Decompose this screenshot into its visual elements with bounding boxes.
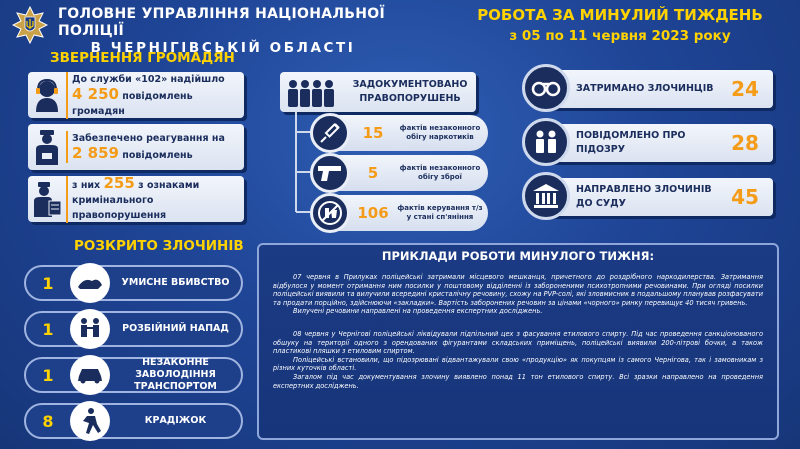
week-title-text: РОБОТА ЗА МИНУЛИЙ ТИЖДЕНЬ [477, 6, 763, 24]
appeal-card-criminal [28, 173, 244, 222]
documented-drunk-label: фактів керування т/з у стані сп'яніння [397, 204, 483, 221]
solved-vehicle-label: НЕЗАКОННЕ ЗАВОЛОДІННЯ ТРАНСПОРТОМ [134, 357, 217, 392]
documented-drunk-number: 106 [357, 204, 389, 222]
stat-suspicion [518, 118, 773, 168]
documented-weapons [312, 155, 488, 191]
solved-murder [24, 265, 243, 301]
handcuffs-icon [522, 64, 570, 112]
appeal-102-post: повідомлень громадян [72, 90, 193, 117]
appeal-102-number: 4 250 [72, 84, 119, 103]
documented-drunk-driving [312, 195, 488, 231]
documented-drugs-label: фактів незаконного обігу наркотиків [399, 124, 481, 141]
investigator-icon [28, 181, 66, 217]
stat-suspicion-label: ПОВІДОМЛЕНО ПРО ПІДОЗРУ [576, 130, 686, 155]
body-icon [70, 263, 110, 303]
operator-headset-icon [28, 78, 66, 112]
appeal-card-102 [28, 72, 244, 118]
stat-court [518, 172, 773, 222]
examples-paragraph-4: Поліцейські встановили, що підозрювані відвантажували свою «продукцію» як покупцям із самого Чернігова, так і замовникам з різних куточків області. [273, 355, 763, 373]
stat-detained-number: 24 [731, 77, 759, 101]
appeal-102-pre: До служби «102» надійшло [72, 73, 225, 85]
solved-robbery-number: 1 [42, 319, 54, 339]
solved-theft [24, 403, 243, 439]
documented-heading-1: ЗАДОКУМЕНТОВАНО [352, 79, 468, 90]
solved-murder-label: УМИСНЕ ВБИВСТВО [121, 277, 230, 288]
examples-title: ПРИКЛАДИ РОБОТИ МИНУЛОГО ТИЖНЯ: [381, 249, 655, 263]
appeal-response-number: 2 859 [72, 144, 119, 162]
stat-detained-label: ЗАТРИМАНО ЗЛОЧИНЦІВ [576, 83, 714, 94]
car-icon [70, 355, 110, 395]
solved-heading: РОЗКРИТО ЗЛОЧИНІВ [74, 238, 244, 254]
examples-paragraph-1: 07 червня в Прилуках поліцейські затримали місцевого мешканця, причетного до роздрібного наркодилерства. Затримання відбулося у момент отримання ним посилки у поштовому відділенні із забороненими психотропними речовинами. При огляді посилки поліцейські виявили та вилучили всередині кристалічну речовину, схожу на PVP-солі, які зловмисник в подальшому планував розфасувати та продати порційно, здійснюючи «закладки». Вартість заборонених речовин за цінами «чорного» ринку перевищує 40 тисяч гривень. [273, 273, 763, 307]
solved-theft-number: 8 [42, 411, 54, 431]
agency-title-line1: ГОЛОВНЕ УПРАВЛІННЯ НАЦІОНАЛЬНОЇ ПОЛІЦІЇ [58, 6, 386, 39]
officers-group-icon [280, 77, 344, 107]
stat-court-number: 45 [731, 185, 759, 209]
examples-paragraph-3: 08 червня у Чернігові поліцейські ліквідували підпільний цех з фасування етилового спирту. Під час проведення санкціонованого обшуку на території одного з орендованих фігурантами складських приміщень, поліцейські виявили 200-літрові бочки, а також пластикові пляшки з етиловим спиртом. [273, 329, 763, 356]
stat-suspicion-number: 28 [731, 131, 759, 155]
robbery-icon [70, 309, 110, 349]
week-title [470, 6, 770, 44]
solved-murder-number: 1 [42, 273, 54, 293]
solved-theft-label: КРАДІЖОК [144, 415, 207, 426]
appeal-criminal-post-inline: з ознаками [138, 179, 200, 191]
appeals-heading: ЗВЕРНЕННЯ ГРОМАДЯН [50, 50, 235, 66]
week-dates: з 05 по 11 червня 2023 року [509, 28, 731, 44]
documented-heading-2: ПРАВОПОРУШЕНЬ [359, 93, 461, 104]
suspect-notice-icon [522, 118, 570, 166]
courthouse-icon [522, 172, 570, 220]
appeal-criminal-post: кримінального правопорушення [72, 194, 167, 221]
solved-vehicle [24, 357, 243, 393]
agency-title-line2: В ЧЕРНІГІВСЬКІЙ ОБЛАСТІ [90, 40, 356, 56]
stat-court-label: НАПРАВЛЕНО ЗЛОЧИНІВ ДО СУДУ [576, 184, 712, 209]
thief-icon [70, 401, 110, 441]
police-emblem-icon [12, 6, 48, 44]
police-officer-icon [28, 129, 66, 165]
examples-paragraph-2: Вилучені речовини направлені на проведення експертних досліджень. [293, 307, 543, 316]
examples-panel [257, 243, 779, 440]
appeal-response-post: повідомлень [122, 150, 193, 161]
no-drunk-driving-icon [310, 193, 350, 233]
examples-paragraph-5: Загалом під час документування злочину виявлено понад 11 тон етилового спирту. Всі зразки направлено на проведення експертних досліджень. [273, 372, 763, 390]
appeal-response-pre: Забезпечено реагування на [72, 133, 225, 144]
stat-detained [518, 64, 773, 114]
syringe-icon [310, 113, 350, 153]
documented-drugs-number: 15 [362, 124, 384, 142]
documented-drugs [312, 115, 488, 151]
solved-robbery-label: РОЗБІЙНИЙ НАПАД [122, 323, 229, 334]
solved-vehicle-number: 1 [42, 365, 54, 385]
documented-weapons-label: фактів незаконного обігу зброї [399, 164, 481, 181]
appeal-criminal-pre: з них [72, 179, 101, 191]
documented-weapons-number: 5 [367, 164, 379, 182]
pistol-icon [310, 153, 350, 193]
appeal-criminal-number: 255 [103, 173, 135, 192]
appeal-card-response [28, 124, 244, 170]
solved-robbery [24, 311, 243, 347]
documented-header-card [280, 72, 476, 112]
